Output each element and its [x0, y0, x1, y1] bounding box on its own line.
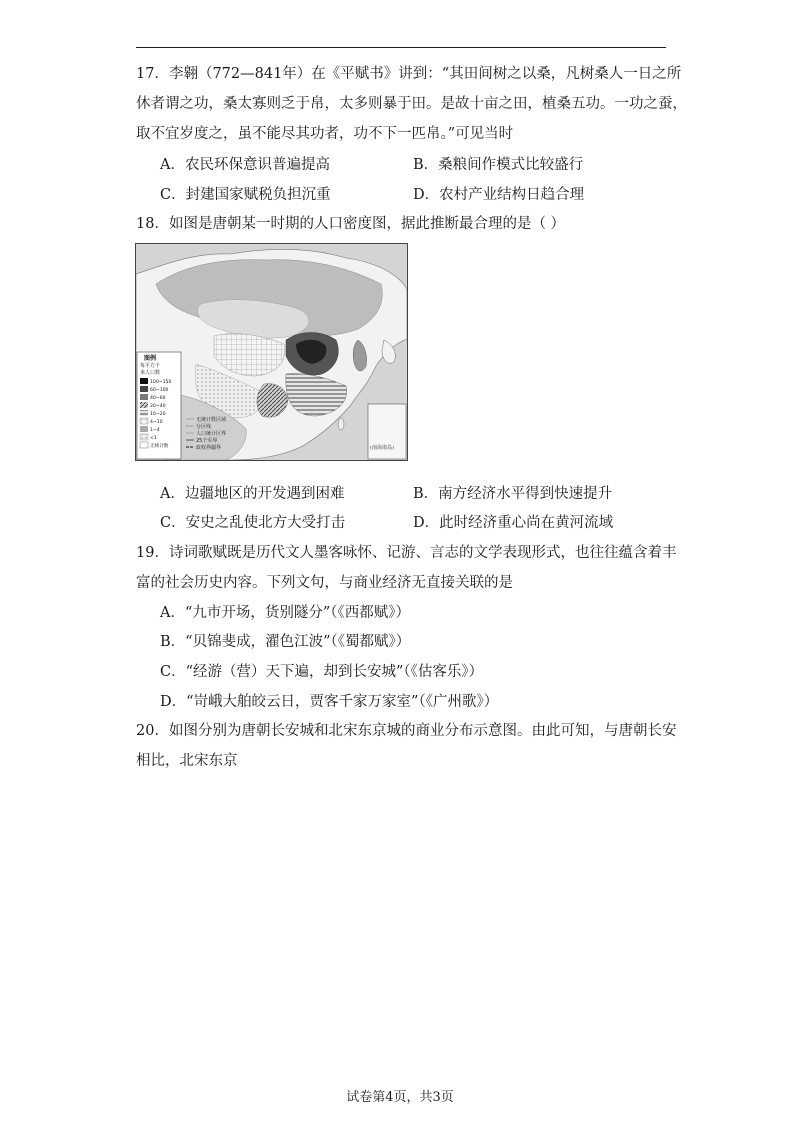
- q19-option-d[interactable]: D．“岢峨大舶皎云日，贾客千家万家室”（《广州歌》）: [160, 694, 499, 710]
- legend-item-2: 60~100: [150, 388, 169, 393]
- q18-stem: 18．如图是唐朝某一时期的人口密度图，据此推断最合理的是（ ）: [136, 216, 566, 232]
- q17-option-a[interactable]: A．农民环保意识普遍提高: [160, 157, 330, 173]
- q17-option-d[interactable]: D．农村产业结构日趋合理: [413, 187, 585, 203]
- q17-line-1: 17．李翱（772—841年）在《平赋书》讲到：“其田间树之以桑，凡树桑人一日之所: [136, 66, 682, 82]
- q18-option-a[interactable]: A．边疆地区的开发遇到困难: [160, 486, 345, 502]
- legend-item-4: 20~40: [150, 404, 166, 409]
- legend-item-5: 10~20: [150, 412, 166, 417]
- q17-option-b[interactable]: B．桑粮间作模式比较盛行: [413, 157, 584, 173]
- legend-item-9: 无统计数: [150, 444, 169, 449]
- q19-option-b[interactable]: B．“贝锦斐成，濯色江波”（《蜀都赋》）: [160, 634, 411, 650]
- line-legend-2: 分区线: [196, 424, 212, 430]
- q19-line-2: 富的社会历史内容。下列文句，与商业经济无直接关联的是: [136, 575, 513, 591]
- legend-item-7: 1~4: [150, 428, 160, 433]
- page-footer: 试卷第4页，共3页: [346, 1090, 454, 1105]
- q17-option-c[interactable]: C．封建国家赋税负担沉重: [160, 187, 331, 203]
- q18-option-b[interactable]: B．南方经济水平得到快速提升: [413, 486, 613, 502]
- legend-item-1: 100~150: [150, 380, 172, 385]
- q19-line-1: 19．诗词歌赋既是历代文人墨客咏怀、记游、言志的文学表现形式，也往往蕴含着丰: [136, 545, 677, 561]
- legend-subtitle-2: 米人口数: [140, 370, 161, 376]
- q18-option-d[interactable]: D．此时经济重心尚在黄河流域: [413, 515, 614, 531]
- q17-line-3: 取不宜岁度之，虽不能尽其功者，功不下一匹帛。”可见当时: [136, 126, 514, 142]
- q18-option-c[interactable]: C．安史之乱使北方大受打击: [160, 515, 346, 531]
- legend-item-6: 4~10: [150, 420, 163, 425]
- line-legend-3: 人口统计区界: [196, 431, 227, 437]
- q19-option-a[interactable]: A．“九市开场，货别隧分”（《西都赋》）: [160, 605, 411, 621]
- legend-item-3: 40~60: [150, 396, 166, 401]
- line-legend-1: 无统计数区域: [196, 417, 227, 423]
- q19-option-c[interactable]: C．“经游（营）天下遍，却到长安城”（《估客乐》）: [160, 664, 484, 680]
- q20-line-2: 相比，北宋东京: [136, 753, 238, 769]
- legend-title: 图例: [144, 355, 157, 362]
- tang-population-density-map: [135, 243, 408, 461]
- line-legend-5: 政权界疆界: [196, 445, 222, 451]
- legend-subtitle-1: 每平方千: [140, 363, 161, 369]
- line-legend-4: 25个军界: [196, 438, 218, 444]
- sea-islands-label: (南海诸岛): [370, 445, 394, 451]
- q17-line-2: 休者谓之功，桑太寡则乏于帛，太多则暴于田。是故十亩之田，植桑五功。一功之蚕，: [136, 96, 687, 112]
- legend-item-8: <1: [150, 436, 157, 441]
- q20-line-1: 20．如图分别为唐朝长安城和北宋东京城的商业分布示意图。由此可知，与唐朝长安: [136, 723, 677, 739]
- top-rule: [136, 47, 666, 48]
